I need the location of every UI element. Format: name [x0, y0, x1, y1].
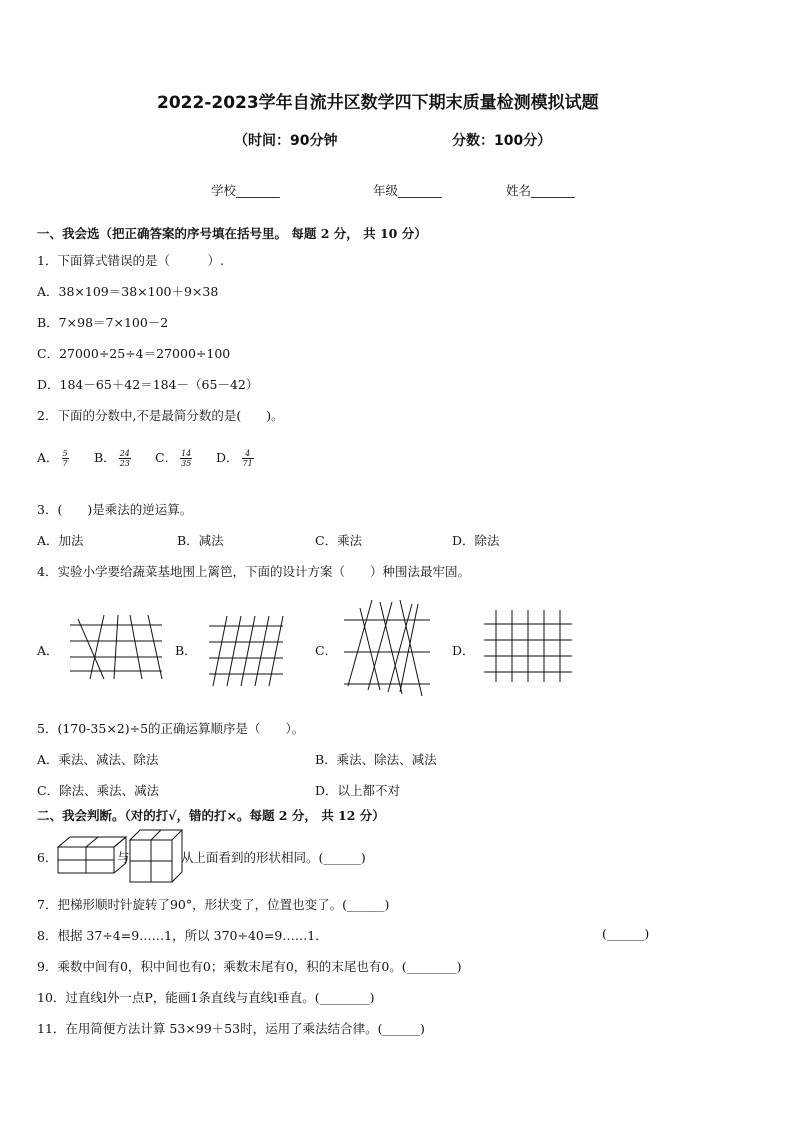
fence-diagram-b — [205, 612, 285, 688]
cube-figure-2 — [126, 826, 184, 884]
option-label: A． — [37, 450, 59, 465]
question-2-option-a[interactable] — [37, 448, 72, 468]
question-10: 10．过直线l外一点P，能画1条直线与直线l垂直。(________) — [37, 990, 375, 1005]
question-5-option-b[interactable]: B．乘法、除法、减法 — [315, 752, 437, 767]
section-2-heading: 二、我会判断。（对的打√，错的打×。每题 2 分， 共 12 分） — [37, 808, 385, 823]
page-title: 2022-2023学年自流井区数学四下期末质量检测模拟试题 — [157, 93, 599, 113]
question-1-option-c[interactable]: C．27000÷25÷4＝27000÷100 — [37, 346, 231, 361]
option-label: D． — [216, 450, 239, 465]
question-8: 8．根据 37÷4=9……1，所以 370÷40=9……1． — [37, 928, 328, 943]
question-2-stem: 2．下面的分数中,不是最简分数的是( )。 — [37, 408, 284, 423]
question-4-option-d[interactable]: D． — [452, 643, 475, 658]
question-1-stem: 1．下面算式错误的是（ ）. — [37, 253, 224, 268]
fraction: $\frac{5}{7}$ — [62, 449, 68, 468]
fraction: $\frac{4}{71}$ — [242, 449, 253, 468]
fence-diagram-d — [482, 606, 574, 684]
question-4-option-a[interactable]: A． — [37, 643, 59, 658]
option-label: B． — [94, 450, 116, 465]
question-3-option-c[interactable]: C．乘法 — [315, 533, 363, 548]
name-field[interactable]: 姓名_______ — [506, 183, 575, 198]
question-5-option-d[interactable]: D．以上都不对 — [315, 783, 401, 798]
question-4-option-c[interactable]: C． — [315, 643, 338, 658]
fence-diagram-a — [66, 605, 166, 685]
fence-diagram-c — [340, 598, 435, 698]
fraction: $\frac{24}{23}$ — [119, 449, 130, 468]
question-1-option-d[interactable]: D．184－65＋42＝184－（65－42） — [37, 377, 259, 392]
question-1-option-b[interactable]: B．7×98＝7×100－2 — [37, 315, 169, 330]
school-field[interactable]: 学校_______ — [211, 183, 280, 198]
question-3-option-b[interactable]: B．减法 — [177, 533, 224, 548]
question-3-option-d[interactable]: D．除法 — [452, 533, 500, 548]
fraction: $\frac{14}{35}$ — [181, 449, 192, 468]
question-2-option-b[interactable] — [94, 448, 134, 468]
exam-time: （时间：90分钟 — [234, 133, 338, 149]
question-9: 9．乘数中间有0，积中间也有0；乘数末尾有0，积的末尾也有0。(________) — [37, 959, 462, 974]
question-7: 7．把梯形顺时针旋转了90°，形状变了，位置也变了。(______) — [37, 897, 390, 912]
question-3-stem: 3．( )是乘法的逆运算。 — [37, 502, 193, 517]
question-2-option-c[interactable] — [155, 448, 195, 468]
question-6-connector: 与 — [117, 850, 130, 865]
question-2-option-d[interactable] — [216, 448, 257, 468]
section-1-heading: 一、我会选（把正确答案的序号填在括号里。 每题 2 分， 共 10 分） — [37, 226, 427, 241]
question-4-option-b[interactable]: B． — [175, 643, 197, 658]
grade-field[interactable]: 年级_______ — [373, 183, 442, 198]
question-5-option-a[interactable]: A．乘法、减法、除法 — [37, 752, 159, 767]
question-6-text: 从上面看到的形状相同。(______) — [181, 850, 366, 865]
question-11: 11．在用简便方法计算 53×99＋53时，运用了乘法结合律。(______) — [37, 1021, 425, 1036]
question-5-stem: 5．(170-35×2)÷5的正确运算顺序是（ ）。 — [37, 721, 305, 736]
exam-score: 分数：100分） — [452, 133, 552, 149]
question-4-stem: 4．实验小学要给蔬菜基地围上篱笆，下面的设计方案（ ）种围法最牢固。 — [37, 564, 470, 579]
question-5-option-c[interactable]: C．除法、乘法、减法 — [37, 783, 160, 798]
question-8-answer-blank[interactable]: (______) — [602, 926, 650, 941]
option-label: C． — [155, 450, 178, 465]
question-3-option-a[interactable]: A．加法 — [37, 533, 84, 548]
question-6-number: 6． — [37, 850, 58, 865]
question-1-option-a[interactable]: A．38×109＝38×100＋9×38 — [37, 284, 219, 299]
